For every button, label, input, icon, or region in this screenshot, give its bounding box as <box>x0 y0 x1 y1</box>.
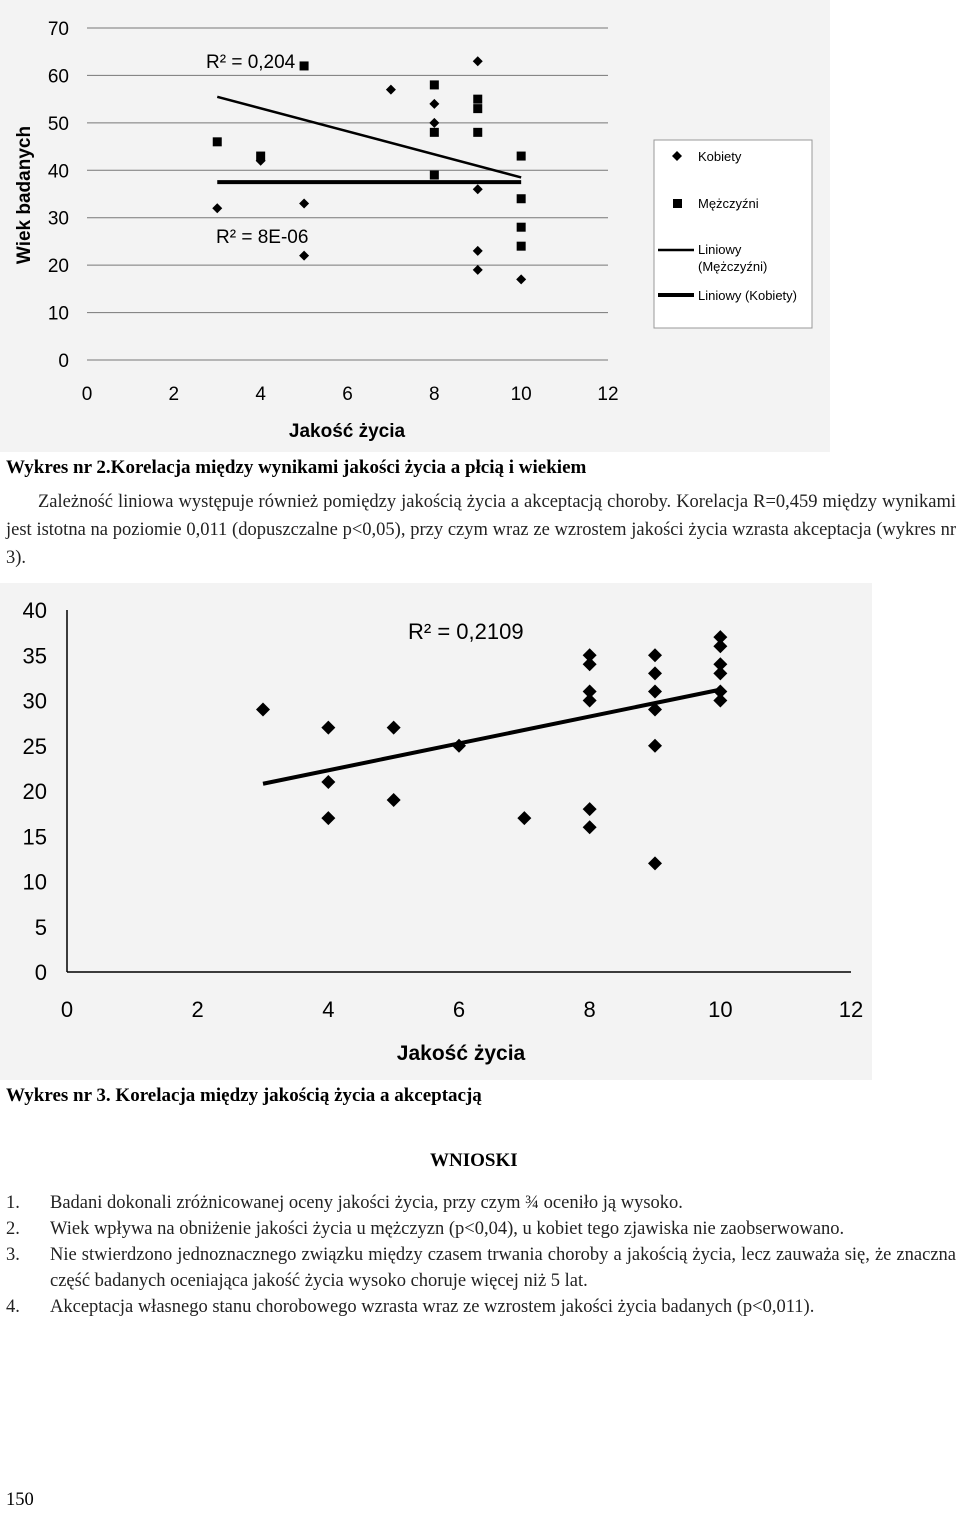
chart1-point-kobiety <box>516 274 526 284</box>
chart1-y-tick: 10 <box>47 303 69 325</box>
chart2-y-tick: 0 <box>34 960 47 985</box>
legend-square-icon <box>673 199 682 208</box>
legend-mezczyzni: Mężczyźni <box>698 196 759 211</box>
chart2-point <box>648 739 662 753</box>
chart1-point-mezczyzni <box>517 152 526 161</box>
chart1-y-axis-label: Wiek badanych <box>14 125 35 265</box>
conclusion-number: 3. <box>6 1245 20 1265</box>
chart1-y-tick: 20 <box>47 256 69 278</box>
chart1-point-mezczyzni <box>473 95 482 104</box>
chart2-x-tick: 6 <box>452 997 466 1022</box>
chart1-point-kobiety <box>386 85 396 95</box>
chart2-x-tick: 10 <box>708 997 733 1022</box>
chart2-point <box>648 856 662 870</box>
chart2-point <box>648 666 662 680</box>
chart1-age-vs-quality <box>0 0 830 452</box>
chart2-point <box>713 639 727 653</box>
conclusion-text: Nie stwierdzono jednoznacznego związku między czasem trwania choroby a jakością życia, lecz zauważa się, że znaczna część badanych oceniająca jakość życia wysoko choruje więcej niż 5 lat. <box>50 1245 956 1291</box>
chart1-x-tick: 2 <box>168 384 180 405</box>
conclusion-number: 2. <box>6 1219 20 1239</box>
chart1-point-mezczyzni <box>430 171 439 180</box>
chart2-y-tick: 35 <box>22 643 47 669</box>
conclusion-item <box>6 1242 956 1294</box>
chart2-point <box>583 820 597 834</box>
conclusion-item <box>6 1190 956 1216</box>
chart1-point-mezczyzni <box>517 194 526 203</box>
chart2-y-tick: 10 <box>22 869 47 895</box>
caption-chart2: Wykres nr 2.Korelacja między wynikami jakości życia a płcią i wiekiem <box>6 457 587 478</box>
chart1-point-kobiety <box>212 203 222 213</box>
section-heading: WNIOSKI <box>430 1150 518 1171</box>
chart1-y-tick: 50 <box>47 113 69 135</box>
chart1-x-tick: 0 <box>81 384 93 405</box>
paragraph-text: Zależność liniowa występuje również pomiędzy jakością życia a akceptacją choroby. Korelacja R=0,459 między wynikami jest istotna na poziomie 0,011 (dopuszczalne p<0,05), przy czym wraz ze wzrostem jakości życia wzrasta akceptacja (wykres nr 3). <box>6 492 956 568</box>
chart2-axes <box>67 610 851 972</box>
chart1-point-mezczyzni <box>517 242 526 251</box>
chart2-x-axis-label: Jakość życia <box>396 1042 526 1065</box>
chart2-point <box>713 694 727 708</box>
chart1-point-mezczyzni <box>430 128 439 137</box>
legend-liniowy-men-2: (Mężczyźni) <box>698 259 768 274</box>
body-paragraph <box>6 488 956 572</box>
chart2-point <box>321 775 335 789</box>
chart1-x-tick: 12 <box>597 384 619 405</box>
chart1-point-mezczyzni <box>517 223 526 232</box>
chart1-r2-men: R² = 0,204 <box>206 52 296 73</box>
chart2-point <box>387 721 401 735</box>
chart2-y-tick: 15 <box>22 824 47 850</box>
chart1-y-tick: 30 <box>47 208 69 230</box>
chart2-y-tick: 30 <box>22 688 47 714</box>
chart1-y-tick: 70 <box>47 19 69 40</box>
chart2-point <box>648 684 662 698</box>
legend-liniowy-women: Liniowy (Kobiety) <box>698 288 797 303</box>
chart2-point <box>387 793 401 807</box>
chart2-point <box>583 802 597 816</box>
chart2-x-tick: 8 <box>583 997 596 1022</box>
chart2-point <box>256 703 270 717</box>
chart1-point-kobiety <box>429 99 439 109</box>
legend-liniowy-men-1: Liniowy <box>698 242 742 257</box>
chart2-y-tick: 40 <box>22 598 47 623</box>
legend-kobiety: Kobiety <box>698 149 742 164</box>
chart1-point-mezczyzni <box>213 137 222 146</box>
chart2-y-tick-labels <box>23 598 47 985</box>
chart2-point <box>321 721 335 735</box>
chart2-x-tick: 0 <box>60 997 74 1022</box>
conclusions-list <box>6 1190 956 1320</box>
chart2-x-tick-labels <box>61 997 863 1022</box>
chart1-x-tick-labels <box>82 384 619 405</box>
chart2-point <box>517 811 531 825</box>
chart1-y-tick: 40 <box>47 161 69 183</box>
chart1-x-tick: 4 <box>255 384 266 405</box>
chart2-y-tick: 25 <box>22 733 47 759</box>
chart1-point-mezczyzni <box>430 80 439 89</box>
conclusion-text: Badani dokonali zróżnicowanej oceny jakości życia, przy czym ¾ oceniło ją wysoko. <box>50 1193 683 1213</box>
chart2-x-tick: 4 <box>322 997 335 1022</box>
chart1-x-axis-label: Jakość życia <box>288 421 406 442</box>
chart1-point-kobiety <box>473 56 483 66</box>
chart2-acceptance-vs-quality <box>0 583 872 1080</box>
conclusion-text: Wiek wpływa na obniżenie jakości życia u mężczyzn (p<0,04), u kobiet tego zjawiska nie zaobserwowano. <box>50 1219 845 1239</box>
chart1-y-tick: 60 <box>47 66 69 88</box>
chart1-point-mezczyzni <box>473 104 482 113</box>
chart2-y-tick: 20 <box>22 779 47 804</box>
conclusion-item <box>6 1216 956 1242</box>
chart1-point-kobiety <box>473 265 483 275</box>
chart2-points <box>256 630 727 870</box>
chart2-point <box>321 811 335 825</box>
chart1-point-kobiety <box>429 118 439 128</box>
chart1-y-tick-labels <box>48 19 69 372</box>
chart1-point-kobiety <box>473 246 483 256</box>
chart1-point-kobiety <box>473 184 483 194</box>
chart1-gridlines <box>87 28 608 360</box>
chart2-point <box>648 648 662 662</box>
chart2-trendline <box>263 690 720 784</box>
chart1-r2-women: R² = 8E-06 <box>216 227 309 248</box>
conclusion-text: Akceptacja własnego stanu chorobowego wzrasta wraz ze wzrostem jakości życia badanych (p<0,011). <box>50 1297 815 1317</box>
chart2-trendline-line <box>263 690 720 784</box>
caption-chart3: Wykres nr 3. Korelacja między jakością życia a akceptacją <box>6 1085 482 1106</box>
chart1-x-tick: 10 <box>510 384 532 405</box>
chart1-x-tick: 6 <box>342 384 353 405</box>
chart2-x-tick: 12 <box>838 997 864 1022</box>
chart2-point <box>583 694 597 708</box>
chart2-point <box>583 657 597 671</box>
chart1-point-kobiety <box>299 198 309 208</box>
chart1-x-tick: 8 <box>429 384 440 405</box>
conclusion-number: 1. <box>6 1193 20 1213</box>
conclusion-item <box>6 1294 956 1320</box>
chart1-point-mezczyzni <box>256 152 265 161</box>
chart1-point-kobiety <box>299 251 309 261</box>
chart2-point <box>713 666 727 680</box>
chart1-point-mezczyzni <box>473 128 482 137</box>
conclusion-number: 4. <box>6 1297 20 1317</box>
chart2-r2: R² = 0,2109 <box>408 619 524 644</box>
chart1-y-tick: 0 <box>58 351 69 372</box>
page-number: 150 <box>6 1490 34 1510</box>
chart2-x-tick: 2 <box>191 997 204 1022</box>
chart1-point-mezczyzni <box>300 61 309 70</box>
chart2-y-tick: 5 <box>34 914 47 940</box>
